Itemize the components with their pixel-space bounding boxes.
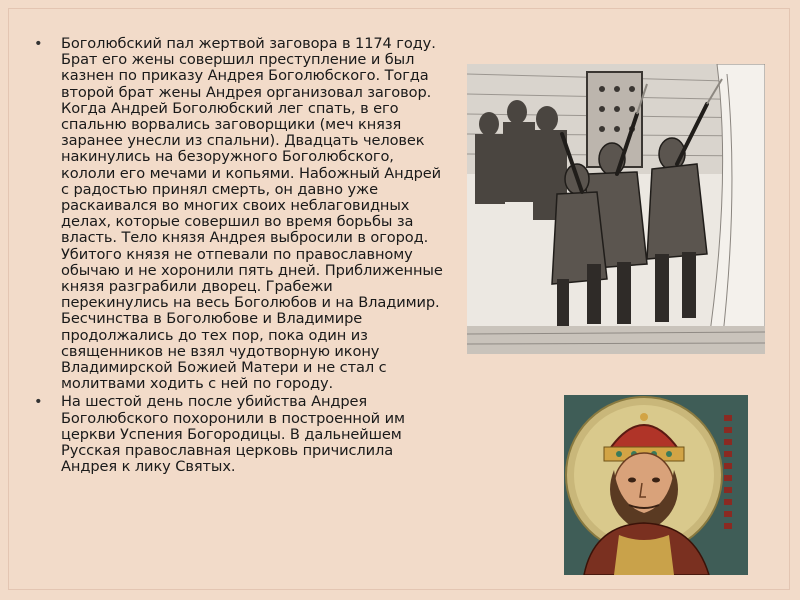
murder-scene-engraving — [467, 64, 765, 354]
bullet-text-1: Боголюбский пал жертвой заговора в 1174 году. Брат его жены совершил преступление и был казнен по приказу Андрея Боголюбского. Тогда второй брат жены Андрея организовал заговор. Когда Андрей Боголюбский лег спать, в его спальню ворвались заговорщики (меч князя заранее унесли из спальни). Двадцать человек накинулись на безоружного Боголюбского, кололи его мечами и копьями. Набожный Андрей с радостью принял смерть, он давно уже раскаивался во многих своих неблаговидных делах, которые совершил во время борьбы за власть. Тело князя Андрея выбросили в огород. Убитого князя не отпевали по православному обычаю и не хоронили пять дней. Приближенные князя разграбили дворец. Грабежи перекинулись на весь Боголюбов и на Владимир. Бесчинства в Боголюбове и Владимире продолжались до тех пор, пока один из священников не взял чудотворную икону Владимирской Божией Матери и не стал с молитвами ходить с ней по городу. — [61, 35, 443, 393]
slide-text — [34, 36, 444, 477]
bullet-text-2: На шестой день после убийства Андрея Боголюбского похоронили в построенной им церкви Успения Богородицы. В дальнейшем Русская православная церковь причислила Андрея к лику Святых. — [61, 393, 405, 476]
bullet-dot: • — [34, 393, 43, 411]
bullet-item-1 — [34, 36, 444, 392]
bullet-dot: • — [34, 35, 43, 52]
engraving-drawing — [467, 64, 765, 354]
bullet-item-2 — [34, 394, 444, 475]
portrait-drawing — [564, 395, 748, 575]
andrey-portrait-icon — [564, 395, 748, 575]
